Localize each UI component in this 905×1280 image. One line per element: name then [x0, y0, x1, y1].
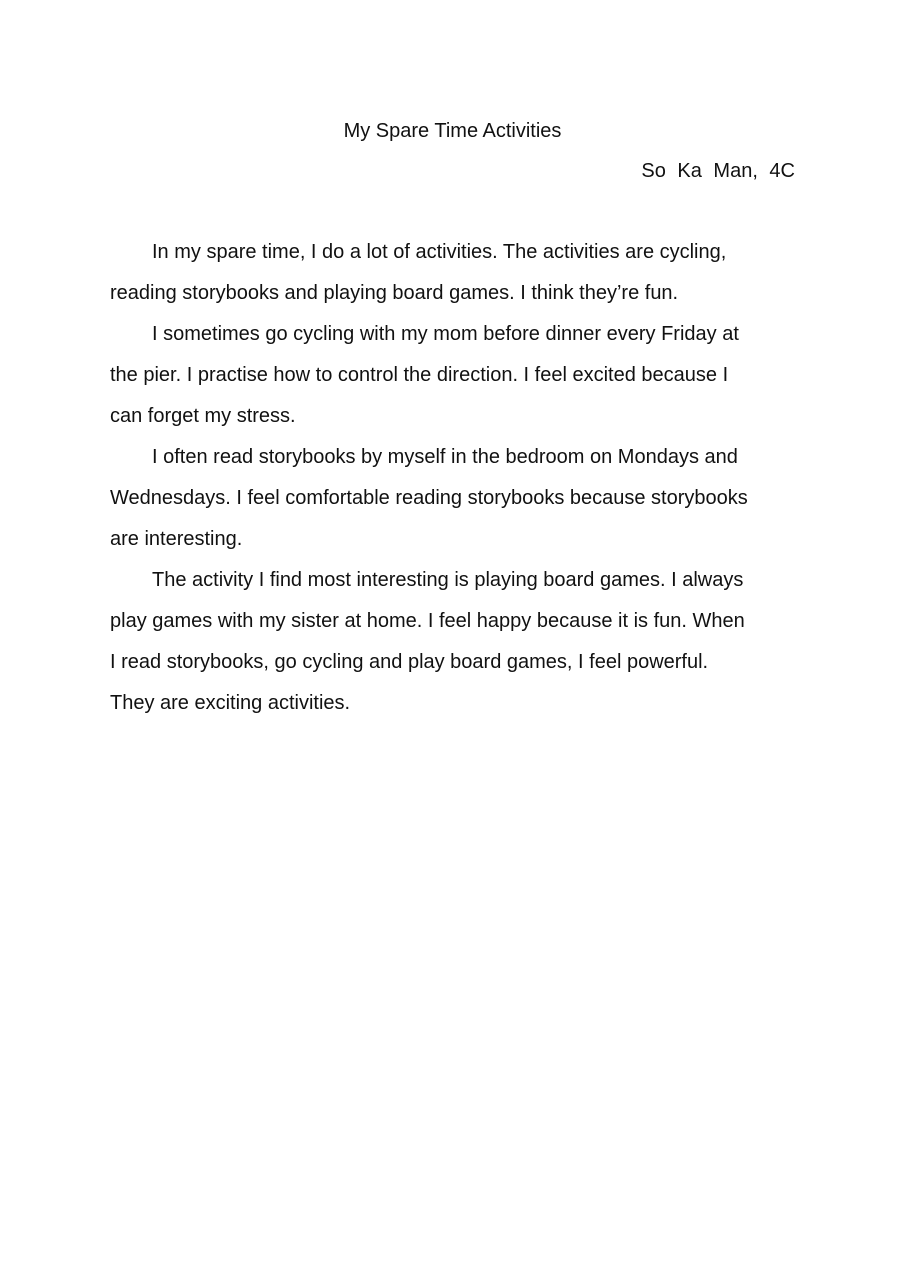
text-line: reading storybooks and playing board games. I think they’re fun. — [110, 282, 679, 304]
text-line: I read storybooks, go cycling and play board games, I feel powerful. — [110, 651, 709, 673]
text-line: Wednesdays. I feel comfortable reading storybooks because storybooks — [110, 487, 748, 509]
text-line: In my spare time, I do a lot of activities. The activities are cycling, — [152, 241, 727, 263]
paragraph — [110, 314, 800, 437]
text-line: I often read storybooks by myself in the bedroom on Mondays and — [152, 446, 738, 468]
paragraph — [110, 232, 800, 314]
text-line: play games with my sister at home. I feel happy because it is fun. When — [110, 610, 745, 632]
text-line: are interesting. — [110, 528, 243, 550]
text-line: the pier. I practise how to control the direction. I feel excited because I — [110, 364, 729, 386]
text-line: I sometimes go cycling with my mom before dinner every Friday at — [152, 323, 739, 345]
paragraph — [110, 560, 800, 724]
document-title: My Spare Time Activities — [343, 120, 562, 142]
text-line: can forget my stress. — [110, 405, 296, 427]
author-name: So Ka Man, 4C — [641, 160, 795, 182]
text-line: The activity I find most interesting is playing board games. I always — [152, 569, 744, 591]
paragraph — [110, 437, 800, 560]
text-line: They are exciting activities. — [110, 692, 351, 714]
essay-body — [110, 232, 800, 724]
